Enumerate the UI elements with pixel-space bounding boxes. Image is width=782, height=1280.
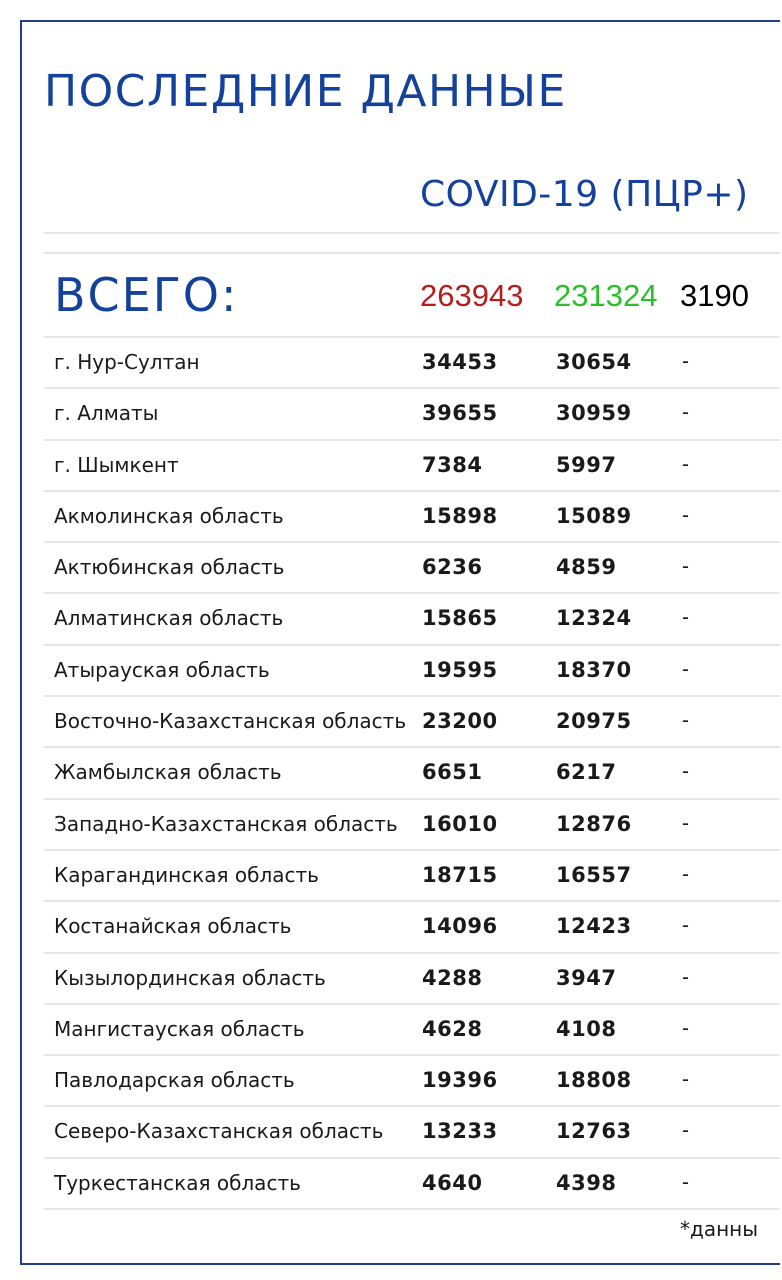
table-row — [44, 798, 780, 849]
confirmed-count: 16010 — [422, 811, 498, 836]
recovered-count: 5997 — [556, 452, 617, 477]
page-title: ПОСЛЕДНИЕ ДАННЫЕ — [44, 66, 567, 117]
total-row — [44, 256, 780, 336]
deaths-count: - — [682, 965, 689, 989]
confirmed-count: 18715 — [422, 862, 498, 887]
recovered-count: 4398 — [556, 1170, 617, 1195]
deaths-count: - — [682, 452, 689, 476]
recovered-count: 3947 — [556, 965, 617, 990]
confirmed-count: 6236 — [422, 555, 483, 580]
covid-column-header: COVID-19 (ПЦР+) — [420, 174, 749, 215]
table-row — [44, 849, 780, 900]
total-recovered: 231324 — [554, 278, 658, 313]
confirmed-count: 4288 — [422, 965, 483, 990]
deaths-count: - — [682, 503, 689, 527]
confirmed-count: 13233 — [422, 1119, 498, 1144]
recovered-count: 30959 — [556, 401, 632, 426]
confirmed-count: 7384 — [422, 452, 483, 477]
region-name: г. Алматы — [54, 401, 159, 426]
region-name: г. Нур-Султан — [54, 350, 200, 374]
region-name: Карагандинская область — [54, 862, 319, 887]
deaths-count: - — [682, 1170, 689, 1194]
region-name: Актюбинская область — [54, 555, 285, 580]
confirmed-count: 4628 — [422, 1016, 483, 1041]
confirmed-count: 39655 — [422, 401, 498, 426]
recovered-count: 12423 — [556, 914, 632, 939]
table-row — [44, 644, 780, 695]
table-row — [44, 336, 780, 387]
table-row — [44, 746, 780, 797]
region-name: Жамбылская область — [54, 760, 282, 785]
recovered-count: 15089 — [556, 503, 632, 528]
recovered-count: 4108 — [556, 1016, 617, 1041]
confirmed-count: 14096 — [422, 914, 498, 939]
region-name: Северо-Казахстанская область — [54, 1119, 384, 1144]
region-name: Акмолинская область — [54, 503, 284, 528]
table-row — [44, 900, 780, 951]
footnote: *данны — [680, 1217, 759, 1241]
table-row — [44, 952, 780, 1003]
region-name: Алматинская область — [54, 606, 284, 631]
recovered-count: 20975 — [556, 709, 632, 734]
confirmed-count: 19595 — [422, 657, 498, 682]
recovered-count: 12763 — [556, 1119, 632, 1144]
region-name: Павлодарская область — [54, 1068, 295, 1093]
latest-data-panel — [20, 20, 780, 1265]
confirmed-count: 4640 — [422, 1170, 483, 1195]
region-name: Мангистауская область — [54, 1016, 305, 1041]
table-row — [44, 1054, 780, 1105]
recovered-count: 12876 — [556, 811, 632, 836]
deaths-count: - — [682, 760, 689, 784]
table-row — [44, 490, 780, 541]
table-row — [44, 1105, 780, 1156]
deaths-count: - — [682, 914, 689, 938]
recovered-count: 30654 — [556, 350, 632, 374]
table-row — [44, 1157, 780, 1210]
total-label: ВСЕГО: — [54, 268, 239, 322]
deaths-count: - — [682, 657, 689, 681]
header-divider-2 — [44, 252, 780, 254]
region-name: Восточно-Казахстанская область — [54, 709, 407, 734]
region-name: Атырауская область — [54, 657, 270, 682]
deaths-count: - — [682, 811, 689, 835]
recovered-count: 6217 — [556, 760, 617, 785]
region-name: Кызылординская область — [54, 965, 326, 990]
recovered-count: 4859 — [556, 555, 617, 580]
recovered-count: 18370 — [556, 657, 632, 682]
confirmed-count: 6651 — [422, 760, 483, 785]
table-row — [44, 541, 780, 592]
confirmed-count: 23200 — [422, 709, 498, 734]
deaths-count: - — [682, 709, 689, 733]
deaths-count: - — [682, 350, 689, 373]
deaths-count: - — [682, 1068, 689, 1092]
deaths-count: - — [682, 1016, 689, 1040]
deaths-count: - — [682, 1119, 689, 1143]
deaths-count: - — [682, 862, 689, 886]
region-name: Западно-Казахстанская область — [54, 811, 398, 836]
deaths-count: - — [682, 606, 689, 630]
region-name: Туркестанская область — [54, 1170, 301, 1195]
confirmed-count: 34453 — [422, 350, 498, 374]
confirmed-count: 15898 — [422, 503, 498, 528]
header-divider — [44, 232, 780, 234]
deaths-count: - — [682, 555, 689, 579]
table-row — [44, 592, 780, 643]
region-table — [44, 336, 780, 1210]
table-row — [44, 1003, 780, 1054]
deaths-count: - — [682, 401, 689, 425]
total-deaths: 3190 — [680, 278, 749, 313]
table-row — [44, 695, 780, 746]
confirmed-count: 19396 — [422, 1068, 498, 1093]
recovered-count: 18808 — [556, 1068, 632, 1093]
table-row — [44, 439, 780, 490]
table-row — [44, 387, 780, 438]
confirmed-count: 15865 — [422, 606, 498, 631]
total-confirmed: 263943 — [420, 278, 524, 313]
recovered-count: 16557 — [556, 862, 632, 887]
recovered-count: 12324 — [556, 606, 632, 631]
region-name: г. Шымкент — [54, 452, 179, 477]
region-name: Костанайская область — [54, 914, 292, 939]
